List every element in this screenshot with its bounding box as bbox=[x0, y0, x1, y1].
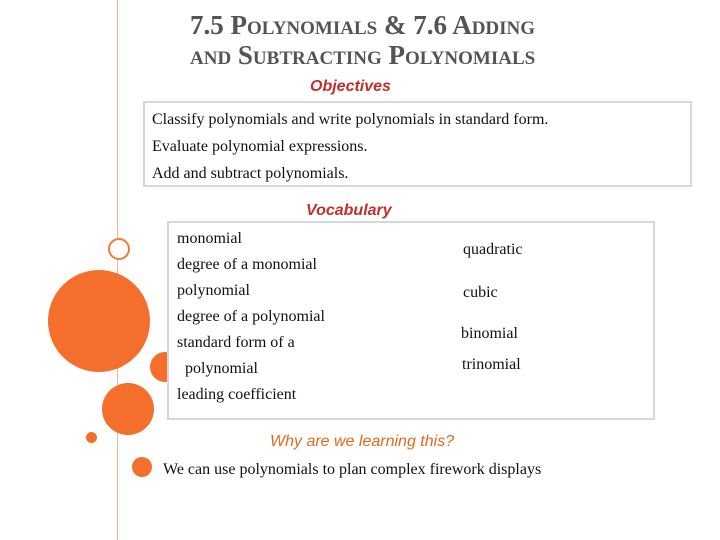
vocab-term: monomial bbox=[177, 230, 242, 247]
vocab-term: degree of a polynomial bbox=[177, 308, 325, 325]
decorative-ring-circle bbox=[108, 238, 130, 260]
objective-item: Add and subtract polynomials. bbox=[152, 165, 349, 182]
decorative-small-circle-2 bbox=[132, 457, 152, 477]
decorative-large-circle bbox=[48, 270, 150, 372]
objectives-heading: Objectives bbox=[310, 78, 391, 95]
decorative-vertical-line bbox=[117, 0, 118, 540]
slide-title-line-1: 7.5 Polynomials & 7.6 Adding bbox=[190, 10, 536, 40]
vocab-term: polynomial bbox=[177, 360, 258, 377]
vocabulary-box bbox=[167, 221, 655, 420]
why-answer: We can use polynomials to plan complex firework displays bbox=[163, 461, 542, 478]
objectives-box bbox=[143, 101, 692, 187]
vocab-term-right: quadratic bbox=[463, 241, 523, 258]
slide-title bbox=[190, 10, 670, 70]
vocab-term: polynomial bbox=[177, 282, 250, 299]
slide-title-line-2: and Subtracting Polynomials bbox=[190, 40, 536, 70]
decorative-small-circle bbox=[86, 432, 97, 443]
vocab-term: standard form of a bbox=[177, 334, 295, 351]
vocab-term: degree of a monomial bbox=[177, 256, 317, 273]
vocab-term-right: trinomial bbox=[462, 356, 521, 373]
objective-item: Evaluate polynomial expressions. bbox=[152, 138, 368, 155]
objective-item: Classify polynomials and write polynomials in standard form. bbox=[152, 111, 549, 128]
vocab-term: leading coefficient bbox=[177, 386, 297, 403]
vocabulary-heading: Vocabulary bbox=[306, 202, 392, 219]
vocab-term-right: cubic bbox=[463, 284, 498, 301]
vocabulary-left-list bbox=[177, 226, 325, 408]
vocab-term-right: binomial bbox=[461, 325, 518, 342]
decorative-medium-circle-2 bbox=[102, 383, 154, 435]
objectives-list bbox=[152, 106, 690, 187]
why-question: Why are we learning this? bbox=[270, 433, 455, 450]
